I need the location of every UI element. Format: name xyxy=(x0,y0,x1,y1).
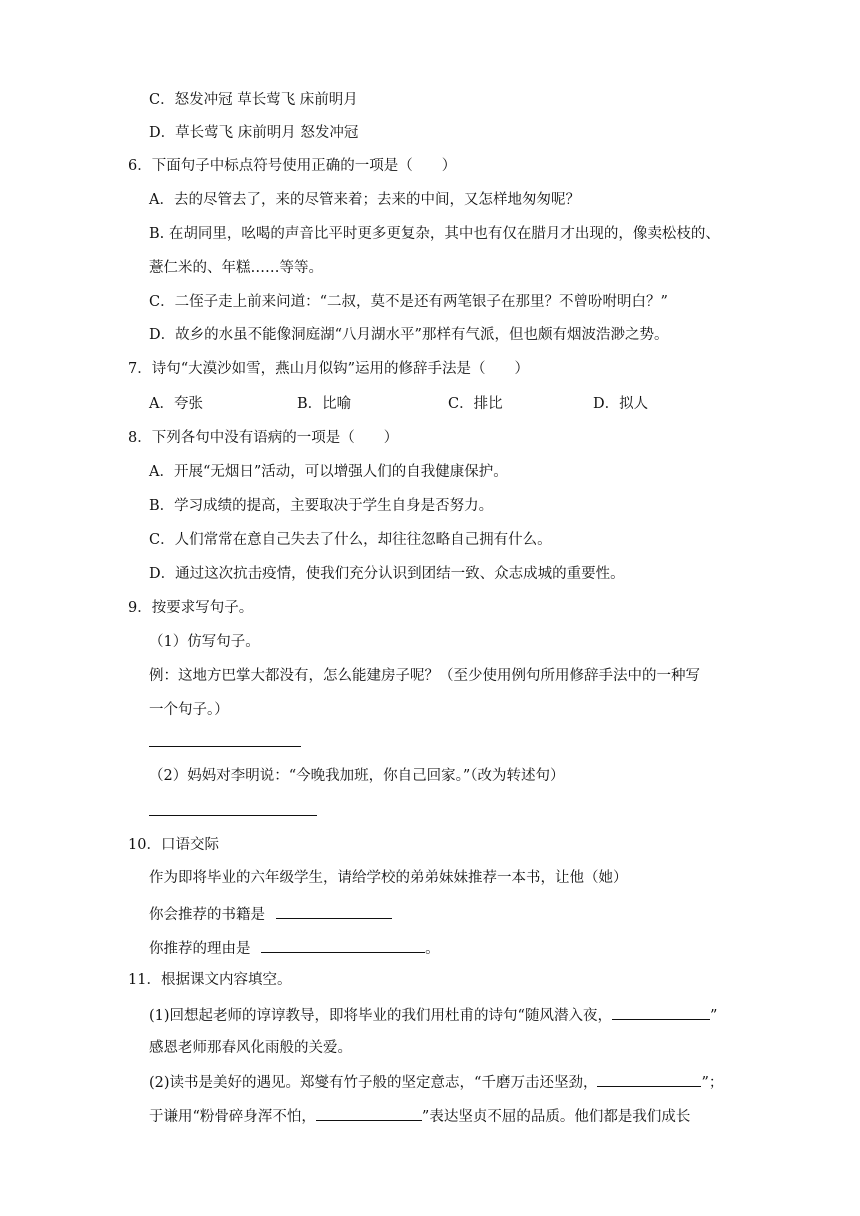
q11-part2-blank-1[interactable] xyxy=(597,1072,701,1087)
q8-stem: 8．下列各句中没有语病的一项是（ ） xyxy=(128,430,399,446)
q7-option-d: D．拟人 xyxy=(593,396,649,412)
q11-part1-blank[interactable] xyxy=(612,1005,710,1020)
q6-option-b-line2: 薏仁米的、年糕……等等。 xyxy=(149,260,323,276)
q10-reason-label: 你推荐的理由是 xyxy=(149,941,251,957)
q10-intro: 作为即将毕业的六年级学生，请给学校的弟弟妹妹推荐一本书，让他（她） xyxy=(149,870,628,886)
q11-part1-text: (1)回想起老师的谆谆教导，即将毕业的我们用杜甫的诗句“随风潜入夜， xyxy=(149,1008,612,1024)
q9-answer-line-1[interactable] xyxy=(149,746,301,747)
q11-part2-blank-2[interactable] xyxy=(316,1106,422,1121)
q10-stem: 10．口语交际 xyxy=(128,837,219,853)
q8-option-d: D．通过这次抗击疫情，使我们充分认识到团结一致、众志成城的重要性。 xyxy=(149,566,625,582)
q8-option-a: A．开展“无烟日”活动，可以增强人们的自我健康保护。 xyxy=(149,464,508,480)
q11-part2-text: (2)读书是美好的遇见。郑燮有竹子般的坚定意志，“千磨万击还坚劲， xyxy=(149,1075,598,1091)
q10-book-line xyxy=(149,904,392,925)
q11-part2-quote-end: ”； xyxy=(701,1075,724,1091)
q6-option-c: C．二侄子走上前来问道：“二叔，莫不是还有两笔银子在那里？不曾吩咐明白？” xyxy=(149,294,668,310)
q8-option-c: C．人们常常在意自己失去了什么，却往往忽略自己拥有什么。 xyxy=(149,532,552,548)
q9-part2: （2）妈妈对李明说：“今晚我加班，你自己回家。”（改为转述句） xyxy=(149,768,565,784)
q9-stem: 9．按要求写句子。 xyxy=(128,600,254,616)
q6-option-d: D．故乡的水虽不能像洞庭湖“八月湖水平”那样有气派，但也颇有烟波浩渺之势。 xyxy=(149,327,669,343)
q11-part2-line1 xyxy=(149,1072,723,1093)
q8-option-b: B．学习成绩的提高，主要取决于学生自身是否努力。 xyxy=(149,498,494,514)
q6-option-b-line1: B. 在胡同里，吆喝的声音比平时更多更复杂，其中也有仅在腊月才出现的，像卖松枝的、 xyxy=(149,226,720,242)
q11-part2-text-2: 于谦用“粉骨碎身浑不怕， xyxy=(149,1109,316,1125)
q9-example-line2: 一个句子。） xyxy=(149,702,229,718)
q10-reason-blank[interactable] xyxy=(261,938,425,953)
q10-reason-line xyxy=(149,938,440,959)
q5-option-d: D．草长莺飞 床前明月 怒发冲冠 xyxy=(149,125,359,141)
q11-part1-line2: 感恩老师那春风化雨般的关爱。 xyxy=(149,1040,352,1056)
q9-answer-line-2[interactable] xyxy=(149,815,317,816)
q11-part2-text-3: ”表达坚贞不屈的品质。他们都是我们成长 xyxy=(421,1109,691,1125)
q11-part2-line2 xyxy=(149,1106,690,1127)
q7-option-b: B．比喻 xyxy=(297,396,352,412)
q11-part1-line1 xyxy=(149,1005,717,1026)
q10-book-blank[interactable] xyxy=(276,904,392,919)
q9-example-line1: 例：这地方巴掌大都没有，怎么能建房子呢？（至少使用例句所用修辞手法中的一种写 xyxy=(149,668,700,684)
q6-stem: 6．下面句子中标点符号使用正确的一项是（ ） xyxy=(128,158,457,174)
q7-stem: 7．诗句“大漠沙如雪，燕山月似钩”运用的修辞手法是（ ） xyxy=(128,361,530,377)
q5-option-c: C．怒发冲冠 草长莺飞 床前明月 xyxy=(149,92,358,108)
q10-book-label: 你会推荐的书籍是 xyxy=(149,907,265,923)
q9-part1: （1）仿写句子。 xyxy=(149,634,260,650)
q10-reason-end: 。 xyxy=(425,941,440,957)
q11-stem: 11．根据课文内容填空。 xyxy=(128,972,292,988)
q7-option-a: A．夸张 xyxy=(149,396,203,412)
q7-option-c: C．排比 xyxy=(448,396,503,412)
q11-part1-quote-end: ” xyxy=(709,1008,718,1024)
q6-option-a: A．去的尽管去了，来的尽管来着；去来的中间，又怎样地匆匆呢？ xyxy=(149,192,580,208)
